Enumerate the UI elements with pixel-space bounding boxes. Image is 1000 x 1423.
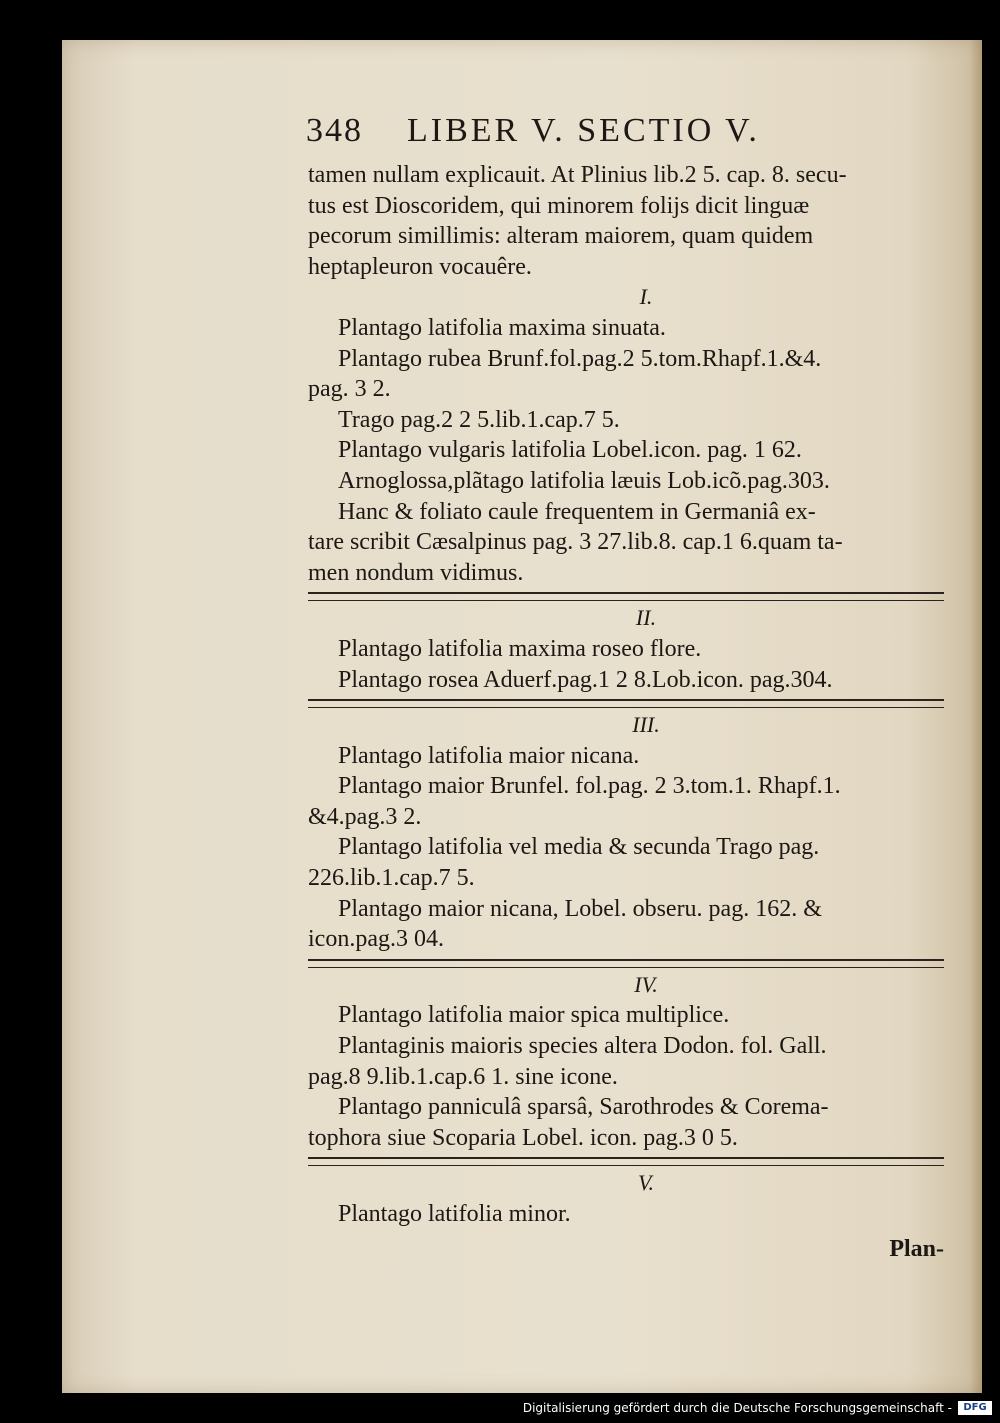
section-numeral: II.	[635, 605, 657, 631]
text-block	[308, 112, 944, 1263]
section-rule	[308, 959, 944, 968]
section-numeral: IV.	[634, 971, 658, 997]
entry-line: Arnoglossa,plãtago latifolia læuis Lob.icõ.pag.303.	[338, 467, 830, 494]
entry-line: &4.pag.3 2.	[308, 803, 422, 830]
entry-line: Plantago latifolia maior spica multiplice.	[338, 1002, 730, 1029]
entry-line: 226.lib.1.cap.7 5.	[308, 865, 475, 892]
section-rule	[308, 699, 944, 708]
entry-line: Plantaginis maioris species altera Dodon. fol. Gall.	[338, 1033, 827, 1060]
section-numeral: I.	[639, 284, 653, 310]
entry-line: tare scribit Cæsalpinus pag. 3 27.lib.8. cap.1 6.quam ta-	[308, 529, 843, 556]
entry-line: Plantago rosea Aduerf.pag.1 2 8.Lob.icon. pag.304.	[338, 666, 833, 693]
entry-line: Plantago latifolia maior nicana.	[338, 742, 640, 769]
digitization-credit: Digitalisierung gefördert durch die Deutsche Forschungsgemeinschaft -	[522, 1401, 952, 1415]
section-numeral: III.	[632, 712, 660, 738]
running-title: LIBER V. SECTIO V.	[407, 112, 760, 149]
entry-line: Plantago latifolia maxima roseo flore.	[338, 635, 702, 662]
entry-line: pag. 3 2.	[308, 376, 391, 403]
entry-line: tophora siue Scoparia Lobel. icon. pag.3 0 5.	[308, 1124, 738, 1151]
entry-line: men nondum vidimus.	[308, 559, 524, 586]
running-head	[306, 112, 944, 160]
intro-line: heptapleuron vocauêre.	[308, 253, 532, 280]
entry-line: Plantago maior Brunfel. fol.pag. 2 3.tom.1. Rhapf.1.	[338, 773, 841, 800]
entry-line: Plantago rubea Brunf.fol.pag.2 5.tom.Rhapf.1.&4.	[338, 345, 822, 372]
catchword: Plan-	[889, 1235, 944, 1262]
dfg-logo: DFG	[958, 1401, 992, 1415]
section-rule	[308, 592, 944, 601]
entry-line: Trago pag.2 2 5.lib.1.cap.7 5.	[338, 406, 620, 433]
entry-line: Plantago latifolia minor.	[338, 1201, 571, 1227]
intro-line: tus est Dioscoridem, qui minorem folijs dicit linguæ	[308, 192, 810, 219]
section-rule	[308, 1157, 944, 1166]
page-number: 348	[306, 112, 363, 149]
entry-line: Plantago latifolia vel media & secunda Trago pag.	[338, 834, 820, 861]
section-numeral: V.	[637, 1170, 655, 1196]
page-edge-shadow	[970, 40, 982, 1393]
entry-line: Plantago latifolia maxima sinuata.	[338, 314, 666, 341]
entry-line: Plantago maior nicana, Lobel. obseru. pag. 162. &	[338, 895, 822, 922]
book-page	[62, 40, 982, 1393]
entry-line: Plantago vulgaris latifolia Lobel.icon. pag. 1 62.	[338, 437, 802, 464]
intro-line: pecorum simillimis: alteram maiorem, quam quidem	[308, 223, 814, 250]
entry-line: Hanc & foliato caule frequentem in Germaniâ ex-	[338, 498, 816, 525]
intro-line: tamen nullam explicauit. At Plinius lib.2 5. cap. 8. secu-	[308, 162, 847, 188]
entry-line: Plantago panniculâ sparsâ, Sarothrodes & Corema-	[338, 1094, 829, 1121]
entry-line: pag.8 9.lib.1.cap.6 1. sine icone.	[308, 1063, 618, 1090]
entry-line: icon.pag.3 04.	[308, 926, 444, 953]
